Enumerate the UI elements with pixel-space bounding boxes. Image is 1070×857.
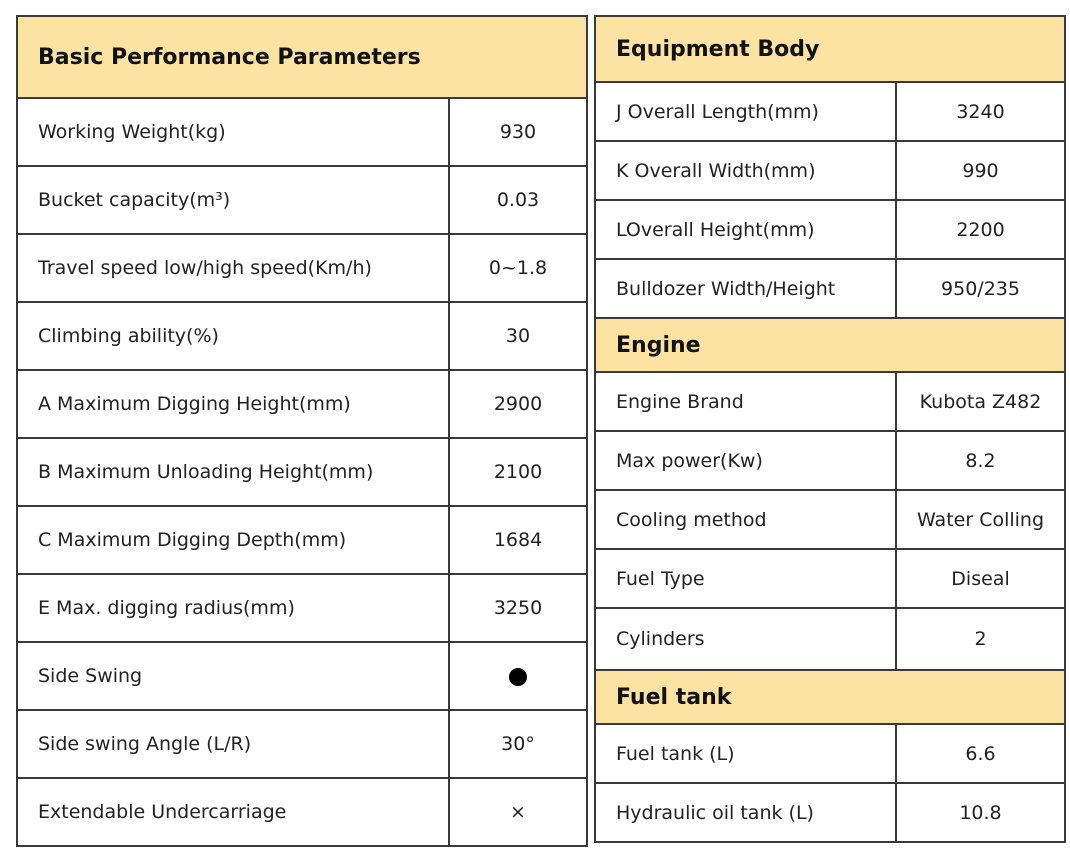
table-row	[17, 370, 587, 438]
param-value: 10.8	[896, 783, 1065, 842]
param-label: Fuel tank (L)	[595, 724, 896, 783]
param-label: LOverall Height(mm)	[595, 200, 896, 259]
param-label: K Overall Width(mm)	[595, 141, 896, 200]
param-value: 930	[449, 98, 587, 166]
table-row	[17, 234, 587, 302]
table-row	[595, 549, 1065, 608]
param-value: 8.2	[896, 431, 1065, 490]
table-row	[595, 608, 1065, 670]
param-value: Water Colling	[896, 490, 1065, 549]
specs-table	[594, 15, 1066, 843]
param-label: Side swing Angle (L/R)	[17, 710, 449, 778]
table-row	[595, 200, 1065, 259]
basic-performance-table	[16, 15, 588, 847]
table-row	[595, 141, 1065, 200]
table-row	[17, 574, 587, 642]
table-row	[595, 431, 1065, 490]
table-row	[595, 82, 1065, 141]
section-title-fuel-tank: Fuel tank	[595, 670, 1065, 724]
table-row	[595, 724, 1065, 783]
param-value: 30	[449, 302, 587, 370]
table-row	[17, 166, 587, 234]
table-row	[17, 506, 587, 574]
param-label: B Maximum Unloading Height(mm)	[17, 438, 449, 506]
section-title-basic: Basic Performance Parameters	[17, 16, 587, 98]
param-label: Cooling method	[595, 490, 896, 549]
table-row	[595, 259, 1065, 318]
param-label: Working Weight(kg)	[17, 98, 449, 166]
param-value: 2100	[449, 438, 587, 506]
param-label: Fuel Type	[595, 549, 896, 608]
table-row	[595, 372, 1065, 431]
param-value: Diseal	[896, 549, 1065, 608]
param-value: 950/235	[896, 259, 1065, 318]
param-value: 1684	[449, 506, 587, 574]
param-label: Cylinders	[595, 608, 896, 670]
param-label: J Overall Length(mm)	[595, 82, 896, 141]
param-label: Side Swing	[17, 642, 449, 710]
param-value: 2200	[896, 200, 1065, 259]
param-value: 3250	[449, 574, 587, 642]
param-label: Climbing ability(%)	[17, 302, 449, 370]
param-label: Bucket capacity(m³)	[17, 166, 449, 234]
param-value	[449, 642, 587, 710]
param-label: A Maximum Digging Height(mm)	[17, 370, 449, 438]
param-value: 0~1.8	[449, 234, 587, 302]
param-value: Kubota Z482	[896, 372, 1065, 431]
param-label: Travel speed low/high speed(Km/h)	[17, 234, 449, 302]
table-row	[17, 710, 587, 778]
table-row	[17, 642, 587, 710]
param-label: Engine Brand	[595, 372, 896, 431]
param-label: Max power(Kw)	[595, 431, 896, 490]
table-row	[17, 778, 587, 846]
param-value: 30°	[449, 710, 587, 778]
table-row	[17, 438, 587, 506]
param-value: 2	[896, 608, 1065, 670]
param-label: Extendable Undercarriage	[17, 778, 449, 846]
table-row	[595, 490, 1065, 549]
section-title-equipment-body: Equipment Body	[595, 16, 1065, 82]
param-label: C Maximum Digging Depth(mm)	[17, 506, 449, 574]
param-value: 6.6	[896, 724, 1065, 783]
param-label: Hydraulic oil tank (L)	[595, 783, 896, 842]
filled-circle-icon	[509, 668, 527, 686]
param-label: Bulldozer Width/Height	[595, 259, 896, 318]
table-row	[595, 783, 1065, 842]
param-value: ×	[449, 778, 587, 846]
param-value: 2900	[449, 370, 587, 438]
param-value: 990	[896, 141, 1065, 200]
param-value: 3240	[896, 82, 1065, 141]
param-label: E Max. digging radius(mm)	[17, 574, 449, 642]
table-row	[17, 98, 587, 166]
param-value: 0.03	[449, 166, 587, 234]
table-row	[17, 302, 587, 370]
section-title-engine: Engine	[595, 318, 1065, 372]
